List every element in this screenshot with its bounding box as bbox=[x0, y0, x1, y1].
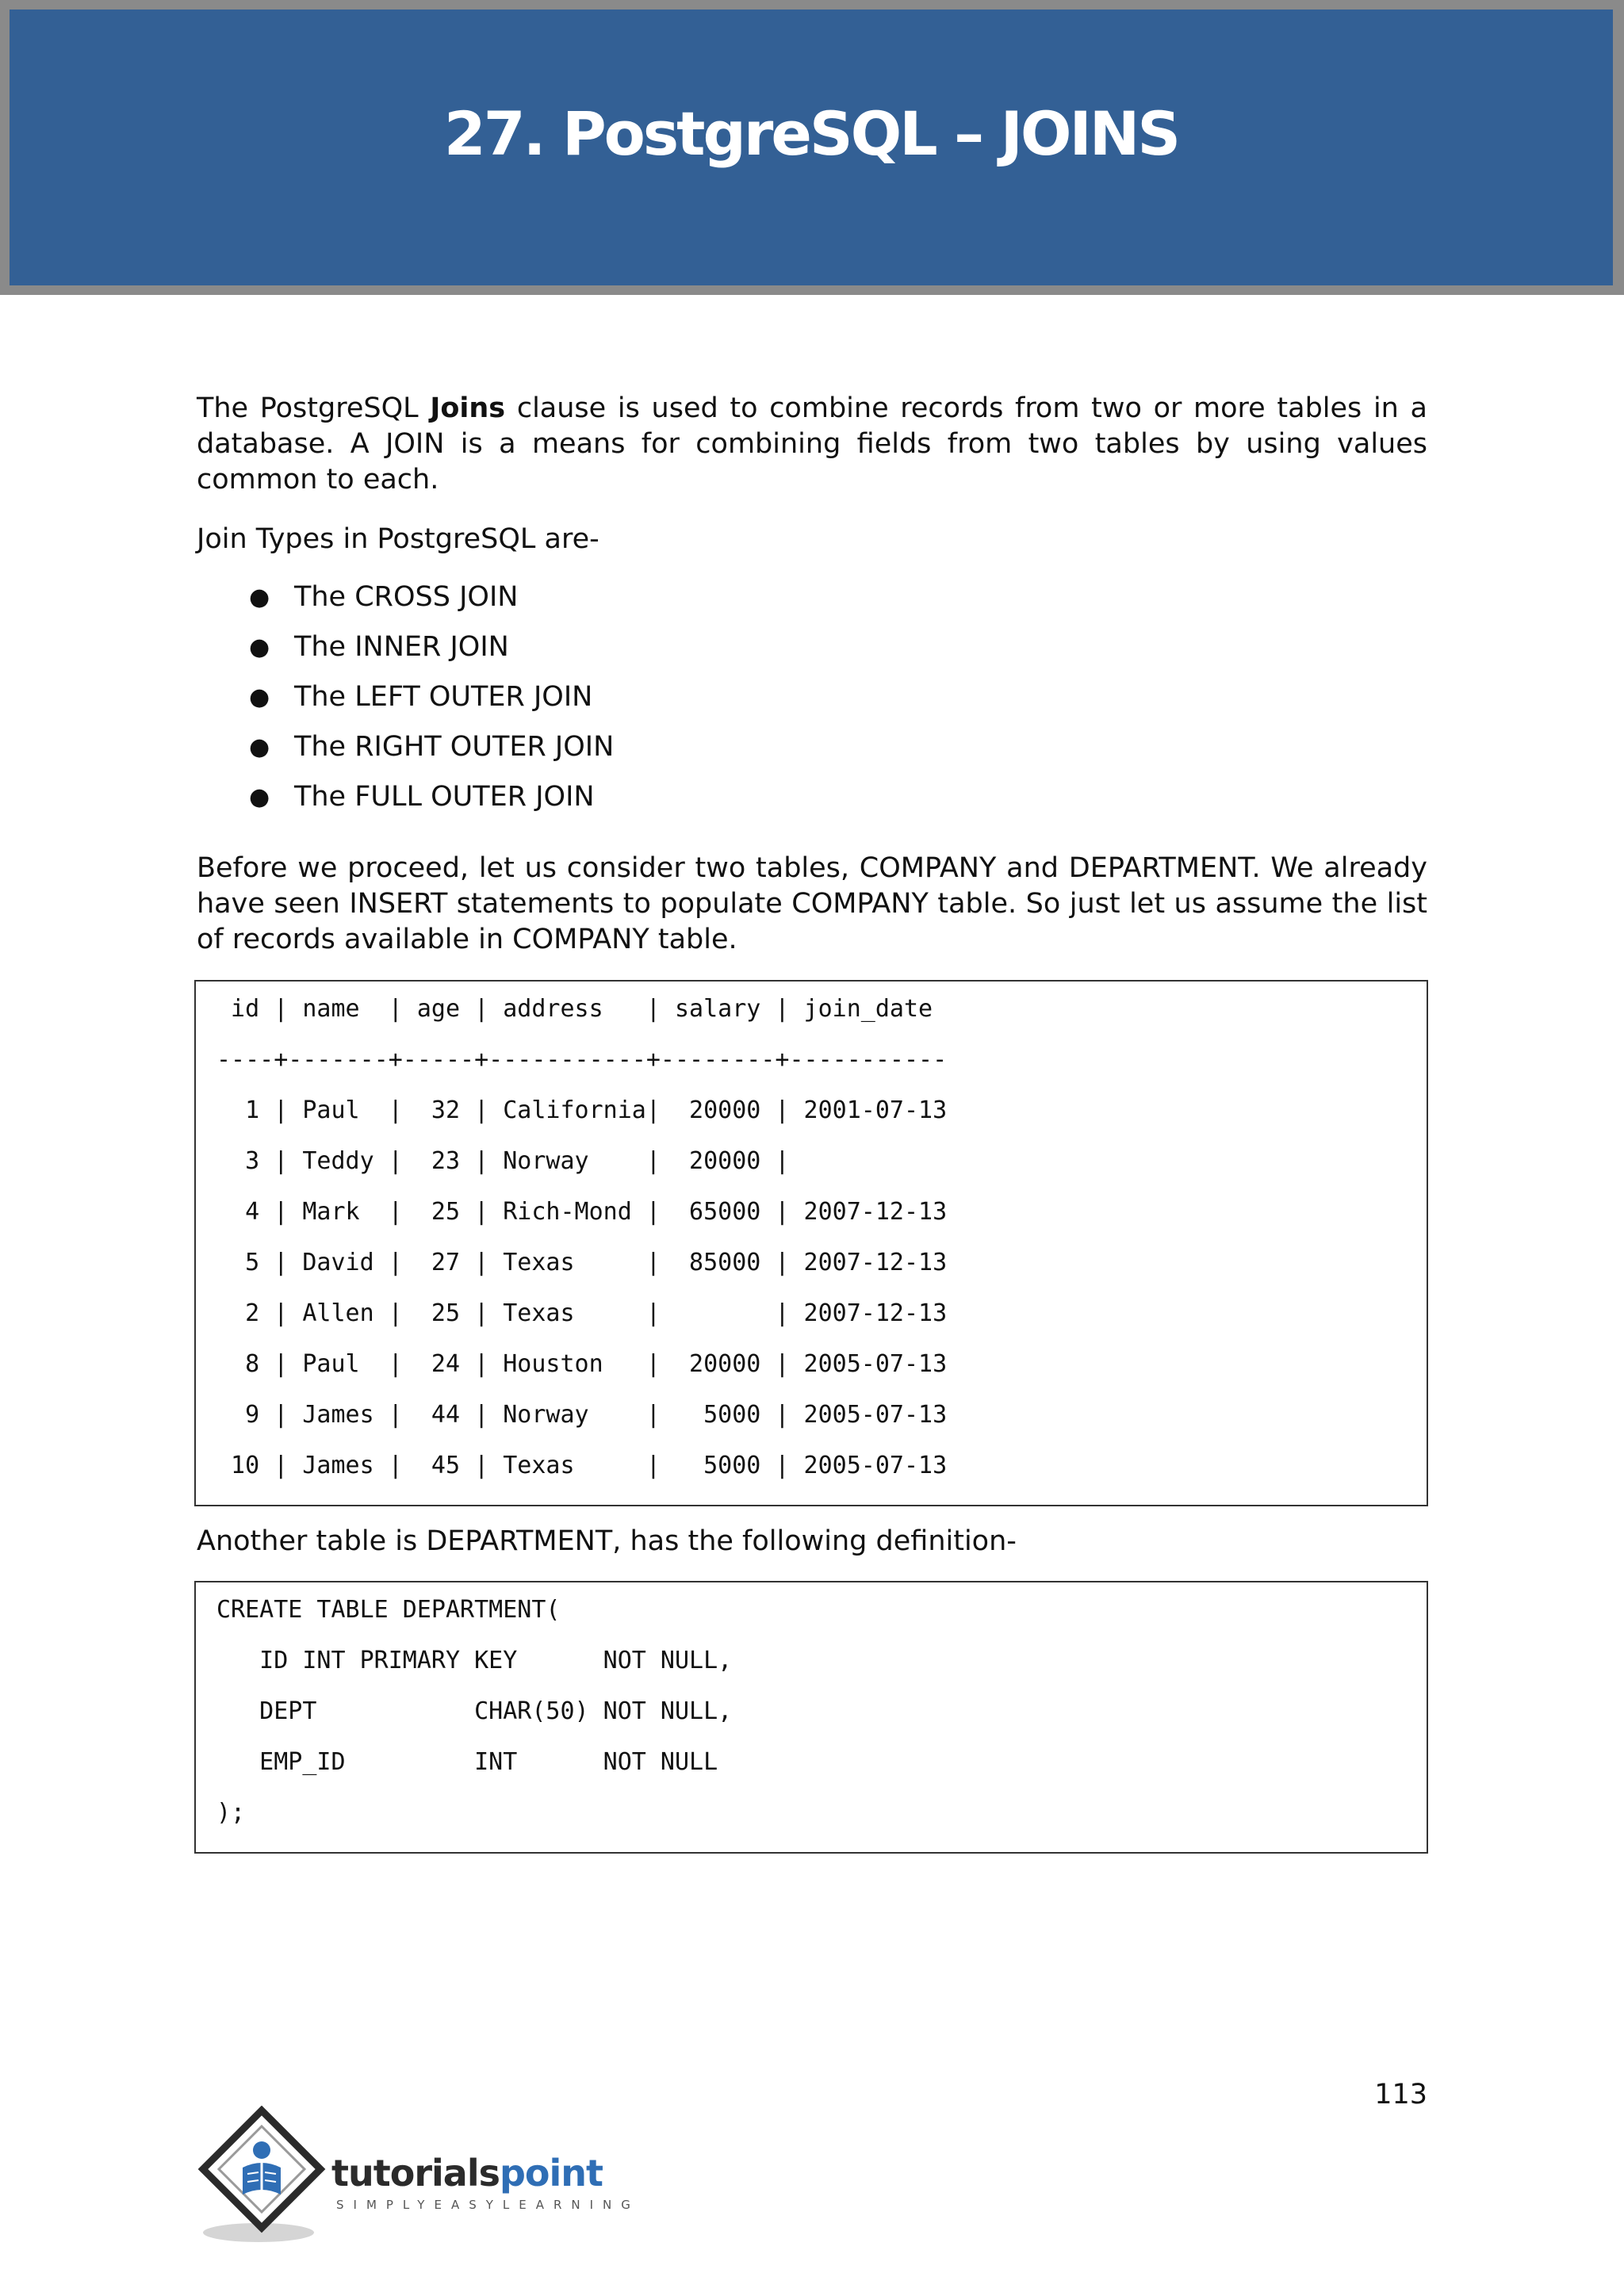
before-paragraph: Before we proceed, let us consider two tables, COMPANY and DEPARTMENT. We already have seen INSERT statements to populate COMPANY table. So just let us assume the list of records available in COMPANY table. bbox=[197, 852, 1427, 955]
list-item bbox=[197, 772, 1386, 822]
logo-tagline: SIMPLYEASYLEARNING bbox=[336, 2198, 640, 2212]
tutorialspoint-logo bbox=[195, 2106, 671, 2248]
join-type-label: The LEFT OUTER JOIN bbox=[294, 681, 593, 713]
intro-bold-term: Joins bbox=[430, 392, 506, 424]
code-line: EMP_ID INT NOT NULL bbox=[216, 1748, 718, 1776]
intro-text-start: The PostgreSQL bbox=[197, 392, 431, 424]
list-item bbox=[197, 572, 1386, 622]
bullet-icon: ● bbox=[249, 733, 270, 761]
list-item bbox=[197, 722, 1386, 772]
table-row: 2 | Allen | 25 | Texas | | 2007-12-13 bbox=[216, 1299, 948, 1327]
code-line: CREATE TABLE DEPARTMENT( bbox=[216, 1596, 561, 1624]
another-table-paragraph: Another table is DEPARTMENT, has the following definition- bbox=[197, 1525, 1017, 1557]
table-row: 5 | David | 27 | Texas | 85000 | 2007-12-13 bbox=[216, 1249, 948, 1276]
table-row: 3 | Teddy | 23 | Norway | 20000 | bbox=[216, 1147, 790, 1175]
chapter-title: 27. PostgreSQL – JOINS bbox=[443, 98, 1179, 169]
table-row: 1 | Paul | 32 | California| 20000 | 2001-07-13 bbox=[216, 1096, 948, 1124]
code-line: DEPT CHAR(50) NOT NULL, bbox=[216, 1697, 733, 1725]
code-line: ID INT PRIMARY KEY NOT NULL, bbox=[216, 1647, 733, 1674]
code-line: ); bbox=[216, 1799, 246, 1827]
list-item bbox=[197, 672, 1386, 722]
table-row: 8 | Paul | 24 | Houston | 20000 | 2005-07-13 bbox=[216, 1350, 948, 1378]
table-row: 10 | James | 45 | Texas | 5000 | 2005-07-13 bbox=[216, 1452, 948, 1479]
join-type-label: The INNER JOIN bbox=[294, 631, 509, 663]
table-separator-line: ----+-------+-----+-----------+--------+----------- bbox=[216, 1046, 948, 1073]
logo-wordmark bbox=[331, 2152, 603, 2195]
join-type-label: The CROSS JOIN bbox=[294, 581, 519, 613]
table-row: 9 | James | 44 | Norway | 5000 | 2005-07-13 bbox=[216, 1401, 948, 1429]
list-item bbox=[197, 622, 1386, 672]
table-header-line: id | name | age | address | salary | join_date bbox=[216, 995, 933, 1023]
chapter-banner bbox=[0, 0, 1624, 295]
chapter-banner-fill bbox=[10, 10, 1613, 285]
logo-word-point: point bbox=[499, 2152, 603, 2195]
logo-diamond-icon bbox=[195, 2106, 338, 2248]
logo-word-tutorials: tutorials bbox=[331, 2152, 500, 2195]
page-number: 113 bbox=[1374, 2079, 1427, 2110]
join-type-label: The RIGHT OUTER JOIN bbox=[294, 731, 615, 763]
bullet-icon: ● bbox=[249, 584, 270, 611]
intro-text-end: clause is used to combine records from two or more tables in a database. A JOIN is a means for combining fields from two tables by using values common to each. bbox=[197, 392, 1427, 496]
intro-paragraph bbox=[197, 391, 1427, 498]
join-types-intro: Join Types in PostgreSQL are- bbox=[197, 523, 599, 555]
bullet-icon: ● bbox=[249, 783, 270, 811]
join-type-label: The FULL OUTER JOIN bbox=[294, 781, 595, 813]
table-row: 4 | Mark | 25 | Rich-Mond | 65000 | 2007-12-13 bbox=[216, 1198, 948, 1226]
bullet-icon: ● bbox=[249, 633, 270, 661]
bullet-icon: ● bbox=[249, 683, 270, 711]
company-table-box bbox=[194, 980, 1428, 1506]
join-types-list bbox=[197, 572, 1386, 822]
department-code-box bbox=[194, 1581, 1428, 1854]
